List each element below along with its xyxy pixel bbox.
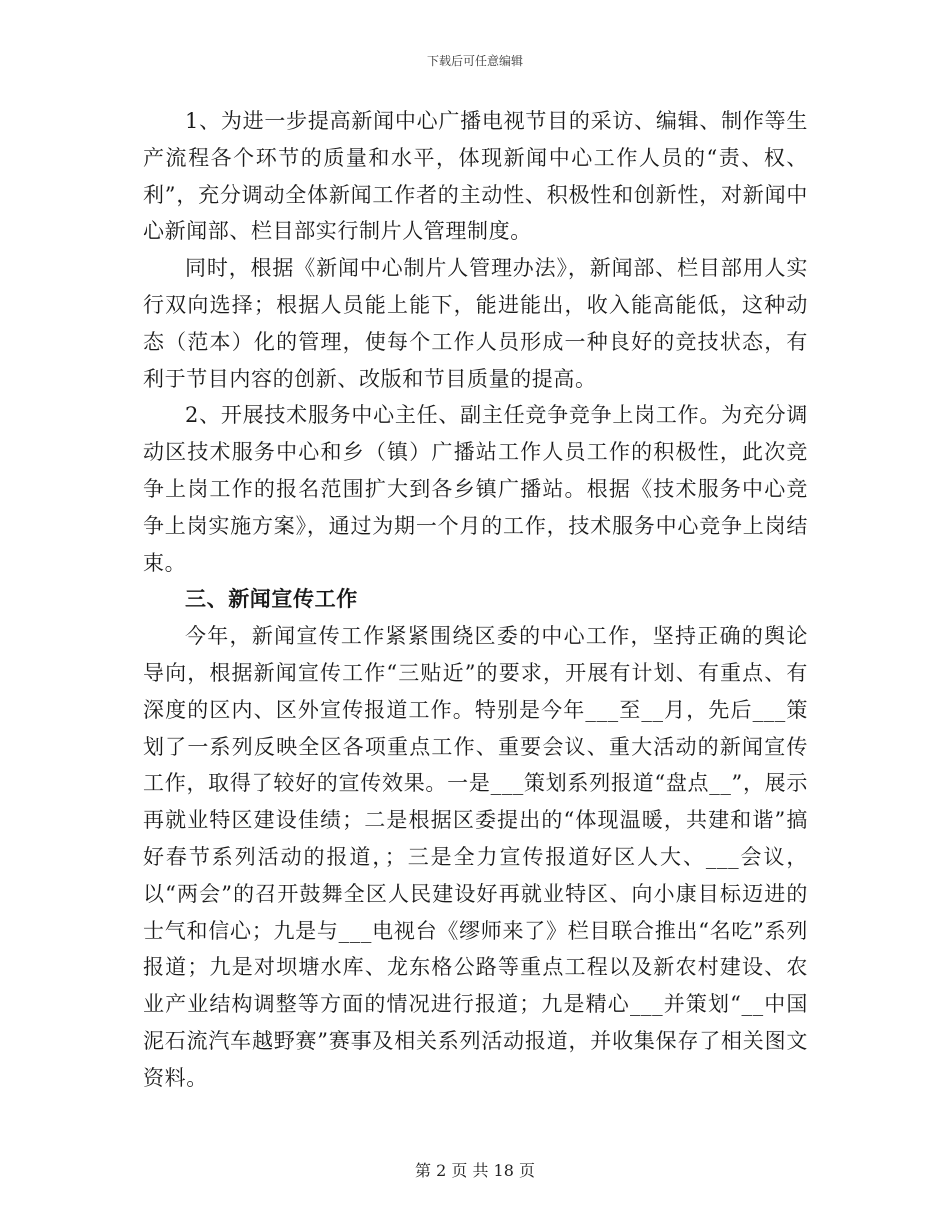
page-header: 下载后可任意编辑 [426, 54, 523, 68]
page-footer: 第 2 页 共 18 页 [415, 1161, 535, 1180]
section-paragraph: 今年，新闻宣传工作紧紧围绕区委的中心工作，坚持正确的舆论导向，根据新闻宣传工作“三贴近”的要求，开展有计划、有重点、有深度的区内、区外宣传报道工作。特别是今年___至__月，先后___策划了一系列反映全区各项重点工作、重要会议、重大活动的新闻宣传工作，取得了较好的宣传效果。一是___策划系列报道“盘点__”，展示再就业特区建设佳绩；二是根据区委提出的“体现温暖，共建和谐”搞好春节系列活动的报道，；三是全力宣传报道好区人大、___会议，以“两会”的召开鼓舞全区人民建设好再就业特区、向小康目标迈进的士气和信心；九是与___电视台《缪师来了》栏目联合推出“名吃”系列报道；九是对坝塘水库、龙东格公路等重点工程以及新农村建设、农业产业结构调整等方面的情况进行报道；九是精心___并策划“__中国泥石流汽车越野赛”赛事及相关系列活动报道，并收集保存了相关图文资料。 [143, 624, 808, 1090]
document-body [143, 103, 808, 1097]
paragraph-1: 1、为进一步提高新闻中心广播电视节目的采访、编辑、制作等生产流程各个环节的质量和水平，体现新闻中心工作人员的“责、权、利”，充分调动全体新闻工作者的主动性、积极性和创新性，对新闻中心新闻部、栏目部实行制片人管理制度。 [143, 109, 808, 244]
section-heading: 三、新闻宣传工作 [185, 587, 358, 612]
paragraph-2: 同时，根据《新闻中心制片人管理办法》，新闻部、栏目部用人实行双向选择；根据人员能上能下，能进能出，收入能高能低，这种动态（范本）化的管理，使每个工作人员形成一种良好的竞技状态，有利于节目内容的创新、改版和节目质量的提高。 [143, 256, 808, 391]
paragraph-3: 2、开展技术服务中心主任、副主任竞争竞争上岗工作。为充分调动区技术服务中心和乡（镇）广播站工作人员工作的积极性，此次竞争上岗工作的报名范围扩大到各乡镇广播站。根据《技术服务中心竞争上岗实施方案》，通过为期一个月的工作，技术服务中心竞争上岗结束。 [143, 403, 808, 575]
